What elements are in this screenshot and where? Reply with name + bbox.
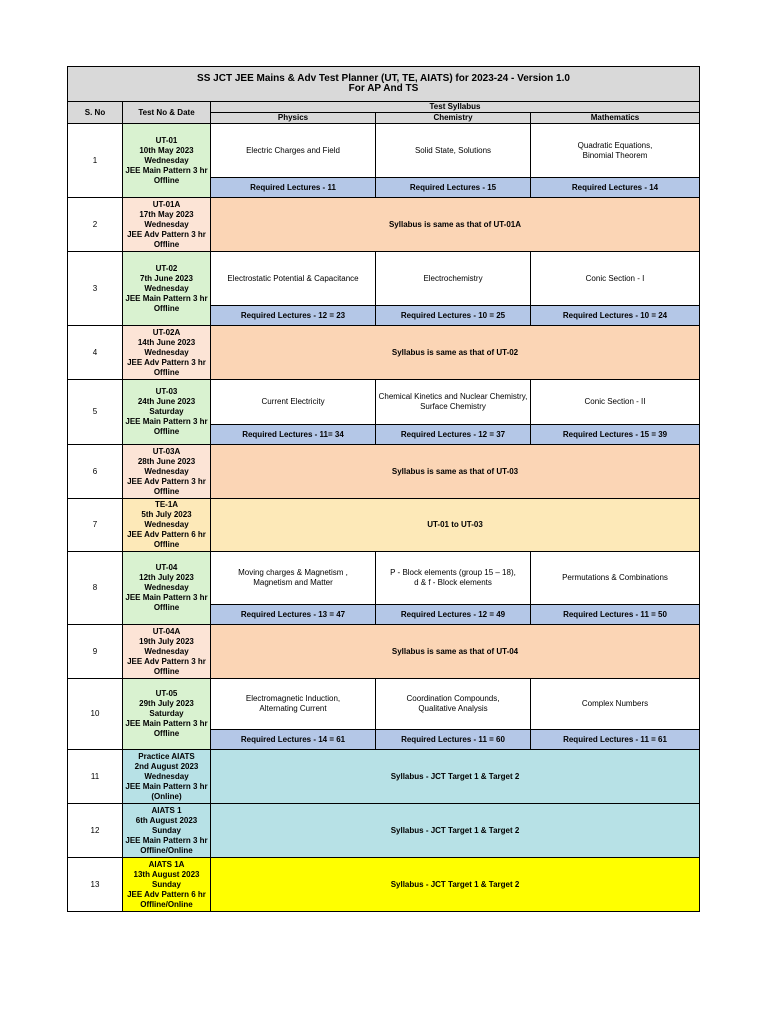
text-line: UT-03 (155, 387, 178, 396)
text-line: Offline/Online (140, 845, 193, 855)
text-line: Moving charges & Magnetism , (238, 568, 348, 577)
text-line: (Online) (151, 791, 182, 801)
text-line: JEE Main Pattern 3 hr (125, 165, 208, 175)
required-lectures: Required Lectures - 15 (376, 178, 531, 198)
row-sno: 11 (68, 750, 123, 804)
table-row (68, 252, 700, 306)
row-mathematics-topics (531, 124, 700, 178)
row-chemistry-topics (376, 124, 531, 178)
text-line: Wednesday (144, 520, 189, 529)
text-line: Permutations & Combinations (562, 573, 668, 582)
table-row (68, 499, 700, 552)
text-line: 13th August 2023 (133, 869, 200, 879)
text-line: Magnetism and Matter (253, 578, 333, 587)
text-line: Offline (153, 367, 180, 377)
text-line: 6th August 2023 (135, 815, 198, 825)
row-syllabus-span: Syllabus - JCT Target 1 & Target 2 (211, 750, 700, 804)
row-test-info (123, 252, 211, 326)
text-line: UT-03A (152, 446, 181, 456)
text-line: Wednesday (144, 646, 189, 656)
test-planner-table (67, 66, 700, 912)
text-line: JEE Adv Pattern 3 hr (127, 656, 206, 666)
text-line: Solid State, Solutions (414, 145, 492, 155)
text-line: Saturday (149, 709, 184, 718)
header-syllabus: Test Syllabus (211, 102, 700, 113)
text-line: UT-02A (152, 327, 181, 337)
text-line: 14th June 2023 (137, 337, 196, 347)
row-syllabus-span: UT-01 to UT-03 (211, 499, 700, 552)
text-line: 28th June 2023 (137, 456, 196, 466)
text-line: JEE Main Pattern 3 hr (125, 417, 208, 426)
row-test-info (123, 198, 211, 252)
required-lectures: Required Lectures - 10 = 24 (531, 306, 700, 326)
text-line: Offline (153, 603, 180, 612)
text-line: JEE Main Pattern 3 hr (125, 835, 208, 845)
text-line: P - Block elements (group 15 – 18), (390, 568, 516, 577)
required-lectures: Required Lectures - 10 = 25 (376, 306, 531, 326)
row-mathematics-topics (531, 679, 700, 730)
required-lectures: Required Lectures - 11 (211, 178, 376, 198)
text-line: 7th June 2023 (140, 273, 193, 283)
table-row (68, 445, 700, 499)
text-line: Chemical Kinetics and Nuclear Chemistry, (378, 392, 528, 401)
text-line: JEE Main Pattern 3 hr (125, 593, 208, 602)
text-line: JEE Adv Pattern 6 hr (127, 530, 206, 539)
row-test-info (123, 380, 211, 445)
required-lectures: Required Lectures - 12 = 37 (376, 425, 531, 445)
row-physics-topics (211, 252, 376, 306)
table-row (68, 750, 700, 804)
text-line: JEE Adv Pattern 3 hr (127, 357, 206, 367)
row-sno: 8 (68, 552, 123, 625)
table-row (68, 380, 700, 425)
table-row (68, 124, 700, 178)
text-line: Offline (153, 239, 180, 249)
text-line: Conic Section - I (585, 273, 645, 283)
title-line-1: SS JCT JEE Mains & Adv Test Planner (UT, TE, AIATS) for 2023-24 - Version 1.0 (197, 73, 570, 84)
row-chemistry-topics (376, 380, 531, 425)
text-line: JEE Main Pattern 3 hr (125, 781, 208, 791)
row-sno: 5 (68, 380, 123, 445)
text-line: JEE Adv Pattern 3 hr (127, 229, 206, 239)
required-lectures: Required Lectures - 11 = 60 (376, 730, 531, 750)
text-line: Wednesday (144, 347, 189, 357)
text-line: Sunday (152, 879, 181, 889)
row-test-info (123, 750, 211, 804)
text-line: Offline (153, 427, 180, 436)
text-line: JEE Main Pattern 3 hr (125, 293, 208, 303)
text-line: Wednesday (144, 583, 189, 592)
row-syllabus-span: Syllabus - JCT Target 1 & Target 2 (211, 804, 700, 858)
text-line: Qualitative Analysis (418, 704, 488, 713)
text-line: Conic Section - II (584, 397, 646, 406)
planner-title (68, 67, 700, 102)
text-line: JEE Main Pattern 3 hr (125, 719, 208, 728)
text-line: Wednesday (144, 283, 189, 293)
row-mathematics-topics (531, 380, 700, 425)
text-line: UT-02 (155, 263, 178, 273)
text-line: Offline (153, 729, 180, 738)
text-line: 10th May 2023 (139, 145, 194, 155)
table-row (68, 804, 700, 858)
required-lectures: Required Lectures - 14 = 61 (211, 730, 376, 750)
row-mathematics-topics (531, 252, 700, 306)
text-line: UT-04 (155, 563, 178, 572)
row-sno: 9 (68, 625, 123, 679)
text-line: Electromagnetic Induction, (245, 694, 341, 703)
text-line: Offline (153, 303, 180, 313)
row-sno: 13 (68, 858, 123, 912)
row-chemistry-topics (376, 679, 531, 730)
required-lectures: Required Lectures - 12 = 23 (211, 306, 376, 326)
row-physics-topics (211, 380, 376, 425)
text-line: JEE Adv Pattern 6 hr (127, 889, 206, 899)
text-line: 12th July 2023 (139, 573, 194, 582)
table-row (68, 326, 700, 380)
row-sno: 7 (68, 499, 123, 552)
required-lectures: Required Lectures - 11= 34 (211, 425, 376, 445)
table-row (68, 679, 700, 730)
required-lectures: Required Lectures - 14 (531, 178, 700, 198)
text-line: Offline (153, 175, 180, 185)
required-lectures: Required Lectures - 15 = 39 (531, 425, 700, 445)
text-line: Alternating Current (259, 704, 327, 713)
row-chemistry-topics (376, 252, 531, 306)
row-syllabus-span: Syllabus is same as that of UT-01A (211, 198, 700, 252)
text-line: Offline (153, 666, 180, 676)
text-line: 5th July 2023 (141, 510, 192, 519)
row-test-info (123, 124, 211, 198)
row-sno: 4 (68, 326, 123, 380)
table-row (68, 198, 700, 252)
row-syllabus-span: Syllabus is same as that of UT-04 (211, 625, 700, 679)
row-sno: 1 (68, 124, 123, 198)
row-test-info (123, 679, 211, 750)
text-line: 17th May 2023 (139, 209, 194, 219)
table-row (68, 858, 700, 912)
text-line: Practice AIATS (138, 751, 195, 761)
text-line: AIATS 1A (148, 859, 185, 869)
text-line: AIATS 1 (151, 805, 182, 815)
row-mathematics-topics (531, 552, 700, 605)
text-line: 29th July 2023 (139, 699, 194, 708)
text-line: Wednesday (144, 771, 189, 781)
row-test-info (123, 499, 211, 552)
text-line: d & f - Block elements (414, 578, 492, 587)
text-line: 19th July 2023 (139, 636, 194, 646)
header-mathematics: Mathematics (531, 113, 700, 124)
header-test: Test No & Date (123, 102, 211, 124)
planner-rows (68, 124, 700, 912)
text-line: Quadratic Equations, (577, 140, 653, 150)
text-line: UT-05 (155, 689, 178, 698)
text-line: Surface Chemistry (420, 402, 486, 411)
row-physics-topics (211, 679, 376, 730)
text-line: Offline/Online (140, 899, 193, 909)
required-lectures: Required Lectures - 11 = 61 (531, 730, 700, 750)
text-line: 24th June 2023 (137, 397, 196, 406)
row-test-info (123, 804, 211, 858)
row-chemistry-topics (376, 552, 531, 605)
row-test-info (123, 552, 211, 625)
required-lectures: Required Lectures - 11 = 50 (531, 605, 700, 625)
row-physics-topics (211, 124, 376, 178)
text-line: Current Electricity (261, 397, 325, 406)
row-sno: 2 (68, 198, 123, 252)
text-line: Electric Charges and Field (246, 145, 340, 155)
text-line: Offline (153, 486, 180, 496)
text-line: Wednesday (144, 219, 189, 229)
row-sno: 6 (68, 445, 123, 499)
row-syllabus-span: Syllabus - JCT Target 1 & Target 2 (211, 858, 700, 912)
text-line: Electrochemistry (423, 273, 483, 283)
required-lectures: Required Lectures - 13 = 47 (211, 605, 376, 625)
header-sno: S. No (68, 102, 123, 124)
row-test-info (123, 625, 211, 679)
table-row (68, 552, 700, 605)
text-line: Offline (153, 540, 180, 549)
row-test-info (123, 445, 211, 499)
row-physics-topics (211, 552, 376, 605)
text-line: Saturday (149, 407, 184, 416)
required-lectures: Required Lectures - 12 = 49 (376, 605, 531, 625)
text-line: Sunday (152, 825, 181, 835)
text-line: Electrostatic Potential & Capacitance (227, 273, 359, 283)
title-line-2: For AP And TS (348, 83, 419, 94)
text-line: UT-01 (155, 135, 178, 145)
row-sno: 3 (68, 252, 123, 326)
text-line: 2nd August 2023 (134, 761, 199, 771)
table-row (68, 625, 700, 679)
row-test-info (123, 326, 211, 380)
header-physics: Physics (211, 113, 376, 124)
row-sno: 12 (68, 804, 123, 858)
text-line: Wednesday (144, 155, 189, 165)
text-line: Coordination Compounds, (406, 694, 500, 703)
header-chemistry: Chemistry (376, 113, 531, 124)
text-line: UT-01A (152, 199, 181, 209)
text-line: Wednesday (144, 466, 189, 476)
text-line: JEE Adv Pattern 3 hr (127, 476, 206, 486)
row-syllabus-span: Syllabus is same as that of UT-02 (211, 326, 700, 380)
text-line: Binomial Theorem (582, 150, 648, 160)
text-line: Complex Numbers (581, 699, 649, 708)
row-sno: 10 (68, 679, 123, 750)
text-line: TE-1A (154, 500, 179, 509)
row-syllabus-span: Syllabus is same as that of UT-03 (211, 445, 700, 499)
text-line: UT-04A (152, 626, 181, 636)
row-test-info (123, 858, 211, 912)
